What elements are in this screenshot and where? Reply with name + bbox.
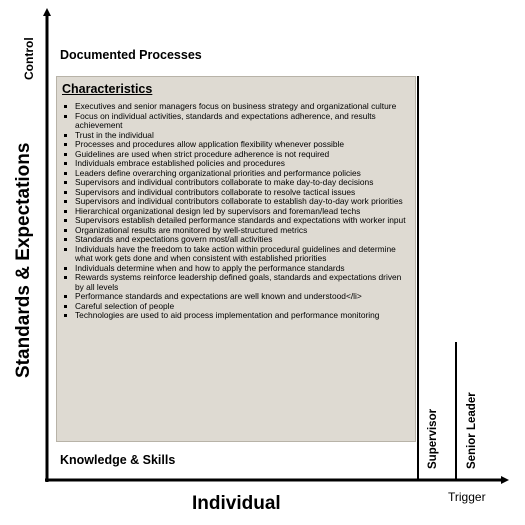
characteristics-title: Characteristics bbox=[62, 82, 153, 96]
control-label: Control bbox=[22, 37, 36, 80]
individual-label: Individual bbox=[192, 493, 281, 514]
characteristic-item: Individuals have the freedom to take action within procedural guidelines and determine what work gets done and when consistent with established priorities bbox=[63, 245, 409, 264]
characteristic-item: Processes and procedures allow application flexibility whenever possible bbox=[63, 140, 409, 150]
characteristic-item: Supervisors and individual contributors collaborate to establish day-to-day work priorities bbox=[63, 197, 409, 207]
standards-expectations-label: Standards & Expectations bbox=[13, 142, 34, 378]
characteristic-item: Hierarchical organizational design led by supervisors and foreman/lead techs bbox=[63, 207, 409, 217]
characteristic-item: Individuals determine when and how to apply the performance standards bbox=[63, 264, 409, 274]
characteristic-item: Organizational results are monitored by well-structured metrics bbox=[63, 226, 409, 236]
characteristic-item: Careful selection of people bbox=[63, 302, 409, 312]
characteristic-item: Focus on individual activities, standards and expectations adherence, and results achievement bbox=[63, 112, 409, 131]
characteristic-item: Performance standards and expectations are well known and understood</li> bbox=[63, 292, 409, 302]
characteristics-list bbox=[63, 102, 409, 321]
characteristic-item: Trust in the individual bbox=[63, 131, 409, 141]
characteristic-item: Individuals embrace established policies and procedures bbox=[63, 159, 409, 169]
characteristic-item: Supervisors and individual contributors collaborate to resolve tactical issues bbox=[63, 188, 409, 198]
characteristic-item: Technologies are used to aid process implementation and performance monitoring bbox=[63, 311, 409, 321]
knowledge-skills-label: Knowledge & Skills bbox=[60, 453, 176, 467]
characteristic-item: Leaders define overarching organizational priorities and performance policies bbox=[63, 169, 409, 179]
characteristics-box bbox=[56, 76, 416, 442]
characteristic-item: Supervisors establish detailed performance standards and expectations with worker input bbox=[63, 216, 409, 226]
characteristic-item: Standards and expectations govern most/all activities bbox=[63, 235, 409, 245]
supervisor-label: Supervisor bbox=[427, 408, 439, 469]
documented-processes-label: Documented Processes bbox=[60, 48, 202, 62]
characteristic-item: Executives and senior managers focus on business strategy and organizational culture bbox=[63, 102, 409, 112]
characteristic-item: Rewards systems reinforce leadership defined goals, standards and expectations driven by all levels bbox=[63, 273, 409, 292]
characteristic-item: Supervisors and individual contributors collaborate to make day-to-day decisions bbox=[63, 178, 409, 188]
trigger-label: Trigger bbox=[448, 490, 486, 504]
characteristic-item: Guidelines are used when strict procedure adherence is not required bbox=[63, 150, 409, 160]
senior-leader-label: Senior Leader bbox=[466, 392, 478, 469]
